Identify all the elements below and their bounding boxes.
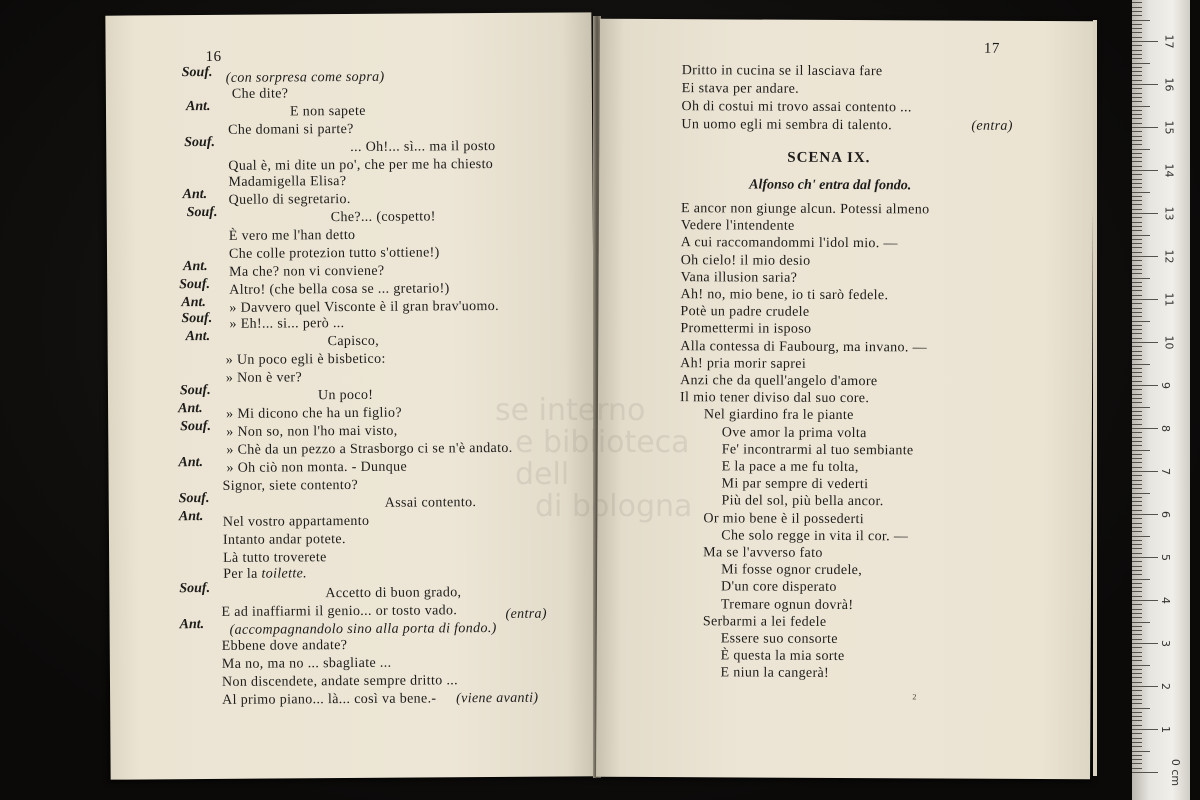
verse-line: Un uomo egli mi sembra di talento.: [681, 117, 893, 134]
ruler-tick: [1132, 708, 1150, 709]
ruler-tick: [1132, 7, 1142, 8]
dialogue-line: Là tutto troverete: [223, 550, 327, 566]
ruler-tick: [1132, 617, 1142, 618]
dialogue-line: Ma che? non vi conviene?: [229, 263, 385, 280]
ruler-tick: [1132, 677, 1142, 678]
ruler-tick: [1132, 50, 1142, 51]
ruler-tick: [1132, 746, 1142, 747]
dialogue-line: Nel vostro appartamento: [222, 513, 370, 530]
ruler-tick: [1132, 136, 1142, 137]
ruler-tick: [1132, 381, 1142, 382]
dialogue-line: Madamigella Elisa?: [228, 174, 347, 190]
dialogue-line: » Davvero quel Visconte è il gran brav'uomo.: [229, 298, 499, 316]
ruler-tick: [1132, 432, 1142, 433]
ruler-tick: [1132, 501, 1142, 502]
ruler-tick: [1132, 699, 1142, 700]
verse-line: E ancor non giunge alcun. Potessi almeno: [680, 201, 930, 218]
ruler-tick: [1132, 243, 1142, 244]
ruler-tick: [1132, 58, 1142, 59]
ruler-tick: [1132, 445, 1142, 446]
ruler-tick: [1132, 97, 1142, 98]
ruler-tick: [1132, 333, 1142, 334]
dialogue-line: Che domani si parte?: [228, 121, 354, 138]
dialogue-line: Ma no, ma no ... sbagliate ...: [221, 655, 392, 672]
verse-line: Fe' incontrarmi al tuo sembiante: [721, 442, 914, 459]
verse-line: Che solo regge in vita il cor. —: [721, 528, 909, 545]
ruler-tick: [1132, 364, 1150, 365]
dialogue-line: ... Oh!... sì... ma il posto: [350, 138, 496, 155]
speaker-label: Souf.: [186, 204, 218, 221]
ruler-tick: [1132, 424, 1142, 425]
dialogue-line: Capisco,: [327, 333, 380, 350]
speaker-label: Souf.: [178, 490, 210, 507]
ruler-tick: [1132, 351, 1142, 352]
ruler-tick: [1132, 209, 1142, 210]
ruler-tick: [1132, 570, 1142, 571]
ruler-tick: [1132, 269, 1142, 270]
ruler-number: 2: [1159, 683, 1172, 690]
verse-line: Promettermi in isposo: [680, 321, 812, 338]
ruler-tick: [1132, 467, 1142, 468]
verse-line: Alla contessa di Faubourg, ma invano. —: [680, 338, 927, 356]
dialogue-line: Un poco!: [317, 387, 374, 404]
dialogue-line: Altro! (che bella cosa se ... gretario!): [229, 281, 450, 298]
ruler-number: 7: [1159, 468, 1172, 475]
ruler-tick: [1132, 441, 1142, 442]
ruler-tick: [1132, 200, 1142, 201]
verse-line: Ove amor la prima volta: [721, 424, 867, 441]
speaker-label: Ant.: [182, 186, 208, 203]
ruler-tick: [1132, 179, 1142, 180]
ruler-tick: [1132, 475, 1142, 476]
verse-line: Nel giardino fra le piante: [703, 407, 854, 424]
ruler-tick: [1132, 187, 1142, 188]
ruler-tick: [1132, 325, 1142, 326]
dialogue-line: (accompagnandolo sino alla porta di fondo.): [229, 620, 497, 638]
ruler-tick: [1132, 505, 1142, 506]
ruler-tick: [1132, 93, 1142, 94]
ruler-tick: [1132, 265, 1142, 266]
dialogue-line: Ebbene dove andate?: [221, 638, 348, 654]
dialogue-line: » Un poco egli è bisbetico:: [225, 351, 386, 368]
dialogue-line: Che?... (cospetto!: [330, 209, 436, 226]
dialogue-line: » Non so, non l'ho mai visto,: [226, 423, 398, 440]
ruler-tick: [1132, 368, 1142, 369]
ruler-tick: [1132, 80, 1142, 81]
ruler-tick: [1132, 402, 1142, 403]
verse-line: Vedere l'intendente: [680, 218, 795, 234]
ruler-tick: [1132, 217, 1142, 218]
ruler-tick: [1132, 763, 1142, 764]
speaker-label: Ant.: [181, 295, 206, 311]
ruler-tick: [1132, 493, 1150, 494]
ruler-tick: [1132, 153, 1142, 154]
ruler-tick: [1132, 157, 1142, 158]
ruler-tick: [1132, 609, 1142, 610]
speaker-label: Souf.: [179, 382, 211, 399]
ruler-tick: [1132, 690, 1142, 691]
ruler-tick: [1132, 398, 1142, 399]
speaker-label: Ant.: [178, 509, 204, 525]
ruler-tick: [1132, 2, 1142, 3]
ruler-tick: [1132, 140, 1142, 141]
verse-line: Più del sol, più bella ancor.: [721, 493, 884, 510]
dialogue-line: » Chè da un pezzo a Strasborgo ci se n'è andato.: [226, 440, 513, 458]
ruler-tick: [1132, 720, 1142, 721]
ruler-tick: [1132, 15, 1142, 16]
ruler-tick: [1132, 660, 1142, 661]
ruler-tick: [1132, 742, 1142, 743]
ruler-tick: [1132, 665, 1150, 666]
stage-direction: (entra): [971, 118, 1013, 134]
verse-line: Ah! pria morir saprei: [680, 355, 807, 372]
stage-direction: (entra): [505, 606, 547, 622]
ruler-tick: [1132, 579, 1150, 580]
ruler-tick: [1132, 183, 1142, 184]
ruler-tick: [1132, 170, 1158, 171]
ruler-tick: [1132, 415, 1142, 416]
speaker-label: Souf.: [181, 64, 213, 81]
signature-mark: 2: [912, 692, 917, 702]
verse-line: E niun la cangerà!: [720, 665, 830, 682]
ruler-tick: [1132, 88, 1142, 89]
dialogue-line: Per la toilette.: [223, 566, 308, 582]
speaker-label: Ant.: [178, 401, 203, 417]
ruler-tick: [1132, 591, 1142, 592]
ruler-tick: [1132, 656, 1142, 657]
ruler-number: 13: [1162, 206, 1176, 221]
ruler-tick: [1132, 523, 1142, 524]
ruler-number: 17: [1162, 34, 1176, 49]
dialogue-line: Non discendete, andate sempre dritto ...: [221, 673, 459, 690]
speaker-label: Souf.: [179, 580, 211, 597]
verse-line: Anzi che da quell'angelo d'amore: [680, 373, 878, 390]
ruler-tick: [1132, 149, 1150, 150]
speaker-label: Ant.: [183, 258, 208, 275]
ruler-tick: [1132, 278, 1150, 279]
ruler-tick: [1132, 484, 1142, 485]
ruler-tick: [1132, 101, 1142, 102]
ruler-tick: [1132, 652, 1142, 653]
ruler-number: 11: [1162, 292, 1176, 307]
ruler-tick: [1132, 24, 1142, 25]
ruler-tick: [1132, 389, 1142, 390]
watermark-line: e biblioteca dell: [515, 425, 690, 492]
ruler-tick: [1132, 566, 1142, 567]
verse-line: Ah! no, mio bene, io ti sarò fedele.: [680, 287, 889, 304]
ruler-tick: [1132, 303, 1142, 304]
speaker-label: Ant.: [185, 98, 211, 115]
ruler-tick: [1132, 454, 1142, 455]
ruler-tick: [1132, 458, 1142, 459]
ruler-tick: [1132, 235, 1150, 236]
page-edge: [1093, 20, 1097, 776]
ruler-tick: [1132, 639, 1142, 640]
verse-line: Serbarmi a lei fedele: [702, 614, 827, 630]
ruler-tick: [1132, 32, 1142, 33]
ruler-tick: [1132, 712, 1142, 713]
ruler-tick: [1132, 480, 1142, 481]
ruler-tick: [1132, 419, 1142, 420]
ruler-tick: [1132, 548, 1142, 549]
verse-line: Ma se l'avverso fato: [703, 545, 823, 561]
ruler-tick: [1132, 192, 1150, 193]
dialogue-line: » Oh ciò non monta. - Dunque: [226, 459, 408, 476]
ruler-tick: [1132, 84, 1158, 85]
dialogue-line: E ad inaffiarmi il genio... or tosto vado.: [221, 603, 458, 620]
ruler-tick: [1132, 67, 1142, 68]
ruler-tick: [1132, 252, 1142, 253]
ruler-tick: [1132, 643, 1158, 644]
verse-line: Oh cielo! il mio desio: [680, 252, 811, 269]
ruler-tick: [1132, 695, 1142, 696]
ruler-tick: [1132, 144, 1142, 145]
dialogue-line: Che colle protezion tutto s'ottiene!): [228, 245, 440, 262]
dialogue-line: » Mi dicono che ha un figlio?: [226, 405, 402, 422]
ruler-tick: [1132, 20, 1150, 21]
verse-line: Or mio bene è il possederti: [703, 510, 865, 527]
ruler-tick: [1132, 37, 1142, 38]
ruler-tick: [1132, 428, 1158, 429]
ruler-tick: [1132, 28, 1142, 29]
ruler-tick: [1132, 544, 1142, 545]
ruler-tick: [1132, 63, 1150, 64]
ruler-tick: [1132, 583, 1142, 584]
ruler-tick: [1132, 622, 1150, 623]
ruler-tick: [1132, 600, 1158, 601]
speaker-label: Ant.: [178, 455, 204, 471]
ruler-number: 1: [1159, 726, 1172, 733]
ruler-tick: [1132, 471, 1158, 472]
dialogue-line: Al primo piano... là... così va bene.-: [222, 691, 437, 708]
ruler-tick: [1132, 127, 1158, 128]
ruler-tick: [1132, 510, 1142, 511]
ruler-tick: [1132, 703, 1142, 704]
ruler-tick: [1132, 716, 1142, 717]
ruler-tick: [1132, 385, 1158, 386]
library-watermark: [455, 393, 715, 524]
ruler-tick: [1132, 226, 1142, 227]
ruler-tick: [1132, 626, 1142, 627]
ruler-tick: [1132, 497, 1142, 498]
ruler-tick: [1132, 166, 1142, 167]
verse-line: D'un core disperato: [720, 579, 837, 596]
ruler-tick: [1132, 247, 1142, 248]
ruler-tick: [1132, 41, 1158, 42]
ruler-tick: [1132, 174, 1142, 175]
ruler-tick: [1132, 71, 1142, 72]
ruler-tick: [1132, 295, 1142, 296]
verse-line: Il mio tener diviso dal suo core.: [679, 390, 870, 407]
ruler-tick: [1132, 536, 1150, 537]
ruler-tick: [1132, 131, 1142, 132]
ruler-tick: [1132, 372, 1142, 373]
ruler-number: 14: [1162, 163, 1176, 178]
ruler-tick: [1132, 725, 1142, 726]
ruler-tick: [1132, 686, 1158, 687]
ruler-tick: [1132, 346, 1142, 347]
ruler-tick: [1132, 239, 1142, 240]
dialogue-line: Intanto andar potete.: [222, 532, 346, 548]
speaker-label: Souf.: [179, 276, 211, 293]
ruler-tick: [1132, 587, 1142, 588]
ruler-tick: [1132, 260, 1142, 261]
verse-line: Vana illusion saria?: [680, 269, 798, 286]
dialogue-line: Signor, siete contento?: [222, 477, 359, 494]
dialogue-line: Qual è, mi dite un po', che per me ha chiesto: [228, 157, 494, 174]
ruler-number: 4: [1159, 597, 1172, 604]
verse-line: E la pace a me fu tolta,: [721, 459, 859, 476]
ruler-tick: [1132, 634, 1142, 635]
ruler-tick: [1132, 514, 1158, 515]
ruler-tick: [1132, 733, 1142, 734]
ruler-tick: [1132, 553, 1142, 554]
page-number-left: 16: [205, 48, 222, 66]
ruler-tick: [1132, 118, 1142, 119]
scene-subheading: Alfonso ch' entra dal fondo.: [749, 177, 912, 194]
ruler-tick: [1132, 161, 1142, 162]
ruler-tick: [1132, 669, 1142, 670]
ruler-tick: [1132, 755, 1142, 756]
ruler-tick: [1132, 527, 1142, 528]
ruler-tick: [1132, 561, 1142, 562]
ruler-tick: [1132, 729, 1158, 730]
dialogue-line: Assai contento.: [384, 495, 477, 511]
ruler-tick: [1132, 355, 1142, 356]
dialogue-line: Che dite?: [231, 86, 289, 102]
ruler-number: 10: [1162, 335, 1176, 350]
ruler-tick: [1132, 342, 1158, 343]
dialogue-line: Accetto di buon grado,: [325, 585, 462, 602]
ruler-tick: [1132, 407, 1150, 408]
scene-heading: SCENA IX.: [787, 149, 871, 167]
speaker-label: Souf.: [184, 134, 216, 151]
dialogue-line: Quello di segretario.: [228, 191, 351, 208]
ruler-tick: [1132, 114, 1142, 115]
verse-line: A cui raccomandommi l'idol mio. —: [680, 235, 898, 252]
ruler-tick: [1132, 123, 1142, 124]
ruler-tick: [1132, 394, 1142, 395]
ruler-tick: [1132, 329, 1142, 330]
ruler-tick: [1132, 540, 1142, 541]
ruler-tick: [1132, 673, 1142, 674]
verse-line: Mi par sempre di vederti: [721, 476, 869, 493]
ruler-number: 16: [1162, 77, 1176, 92]
verse-line: Oh di costui mi trovo assai contento ...: [681, 99, 912, 116]
ruler-tick: [1132, 596, 1142, 597]
ruler-number: 5: [1159, 554, 1172, 561]
dialogue-line: E non sapete: [289, 103, 366, 120]
ruler-tick: [1132, 299, 1158, 300]
measuring-ruler: [1132, 0, 1190, 800]
speaker-label: Ant.: [179, 617, 205, 633]
ruler-number: 15: [1162, 120, 1176, 135]
ruler-tick: [1132, 359, 1142, 360]
ruler-tick: [1132, 338, 1142, 339]
ruler-tick: [1132, 110, 1142, 111]
verse-line: Ei stava per andare.: [681, 81, 800, 97]
ruler-number: 12: [1162, 249, 1176, 264]
verse-line: Essere suo consorte: [720, 631, 838, 647]
ruler-tick: [1132, 772, 1158, 773]
ruler-tick: [1132, 411, 1142, 412]
ruler-tick: [1132, 106, 1150, 107]
ruler-tick: [1132, 604, 1142, 605]
ruler-tick: [1132, 450, 1150, 451]
watermark-line: se interno: [495, 393, 646, 428]
ruler-tick: [1132, 290, 1142, 291]
dialogue-line: » Non è ver?: [225, 370, 303, 386]
ruler-tick: [1132, 488, 1142, 489]
ruler-tick: [1132, 462, 1142, 463]
ruler-tick: [1132, 11, 1142, 12]
dialogue-line: È vero me l'han detto: [228, 227, 356, 244]
ruler-tick: [1132, 574, 1142, 575]
ruler-tick: [1132, 321, 1150, 322]
ruler-number: 3: [1159, 640, 1172, 647]
dialogue-line: (con sorpresa come sopra): [225, 69, 385, 86]
ruler-tick: [1132, 45, 1142, 46]
verse-line: Potè un padre crudele: [680, 304, 810, 321]
ruler-tick: [1132, 518, 1142, 519]
ruler-tick: [1132, 376, 1142, 377]
ruler-tick: [1132, 222, 1142, 223]
ruler-tick: [1132, 557, 1158, 558]
ruler-tick: [1132, 282, 1142, 283]
ruler-number: 8: [1159, 425, 1172, 432]
ruler-number: 6: [1159, 511, 1172, 518]
ruler-tick: [1132, 630, 1142, 631]
ruler-tick: [1132, 75, 1142, 76]
verse-line: Tremare ognun dovrà!: [720, 596, 854, 613]
ruler-tick: [1132, 308, 1142, 309]
ruler-tick: [1132, 738, 1142, 739]
ruler-tick: [1132, 54, 1142, 55]
ruler-tick: [1132, 768, 1142, 769]
stage-direction: (viene avanti): [456, 690, 539, 707]
ruler-tick: [1132, 613, 1142, 614]
ruler-tick: [1132, 286, 1142, 287]
page-number-right: 17: [983, 40, 1000, 57]
ruler-tick: [1132, 213, 1158, 214]
ruler-number: 0 cm: [1169, 758, 1183, 787]
ruler-tick: [1132, 316, 1142, 317]
ruler-tick: [1132, 230, 1142, 231]
ruler-tick: [1132, 759, 1142, 760]
watermark-line: di bologna: [535, 489, 693, 524]
ruler-tick: [1132, 196, 1142, 197]
speaker-label: Souf.: [181, 310, 213, 327]
verse-line: È questa la mia sorte: [720, 648, 845, 665]
speaker-label: Ant.: [185, 328, 211, 345]
ruler-tick: [1132, 751, 1150, 752]
dialogue-line: » Eh!... si... però ...: [229, 316, 345, 332]
verse-line: Mi fosse ognor crudele,: [721, 562, 863, 579]
ruler-tick: [1132, 256, 1158, 257]
ruler-tick: [1132, 531, 1142, 532]
ruler-tick: [1132, 273, 1142, 274]
ruler-tick: [1132, 682, 1142, 683]
verse-line: Dritto in cucina se il lasciava fare: [681, 63, 883, 80]
ruler-number: 9: [1159, 382, 1172, 389]
ruler-tick: [1132, 647, 1142, 648]
ruler-tick: [1132, 312, 1142, 313]
ruler-tick: [1132, 437, 1142, 438]
ruler-tick: [1132, 204, 1142, 205]
speaker-label: Souf.: [180, 418, 211, 435]
